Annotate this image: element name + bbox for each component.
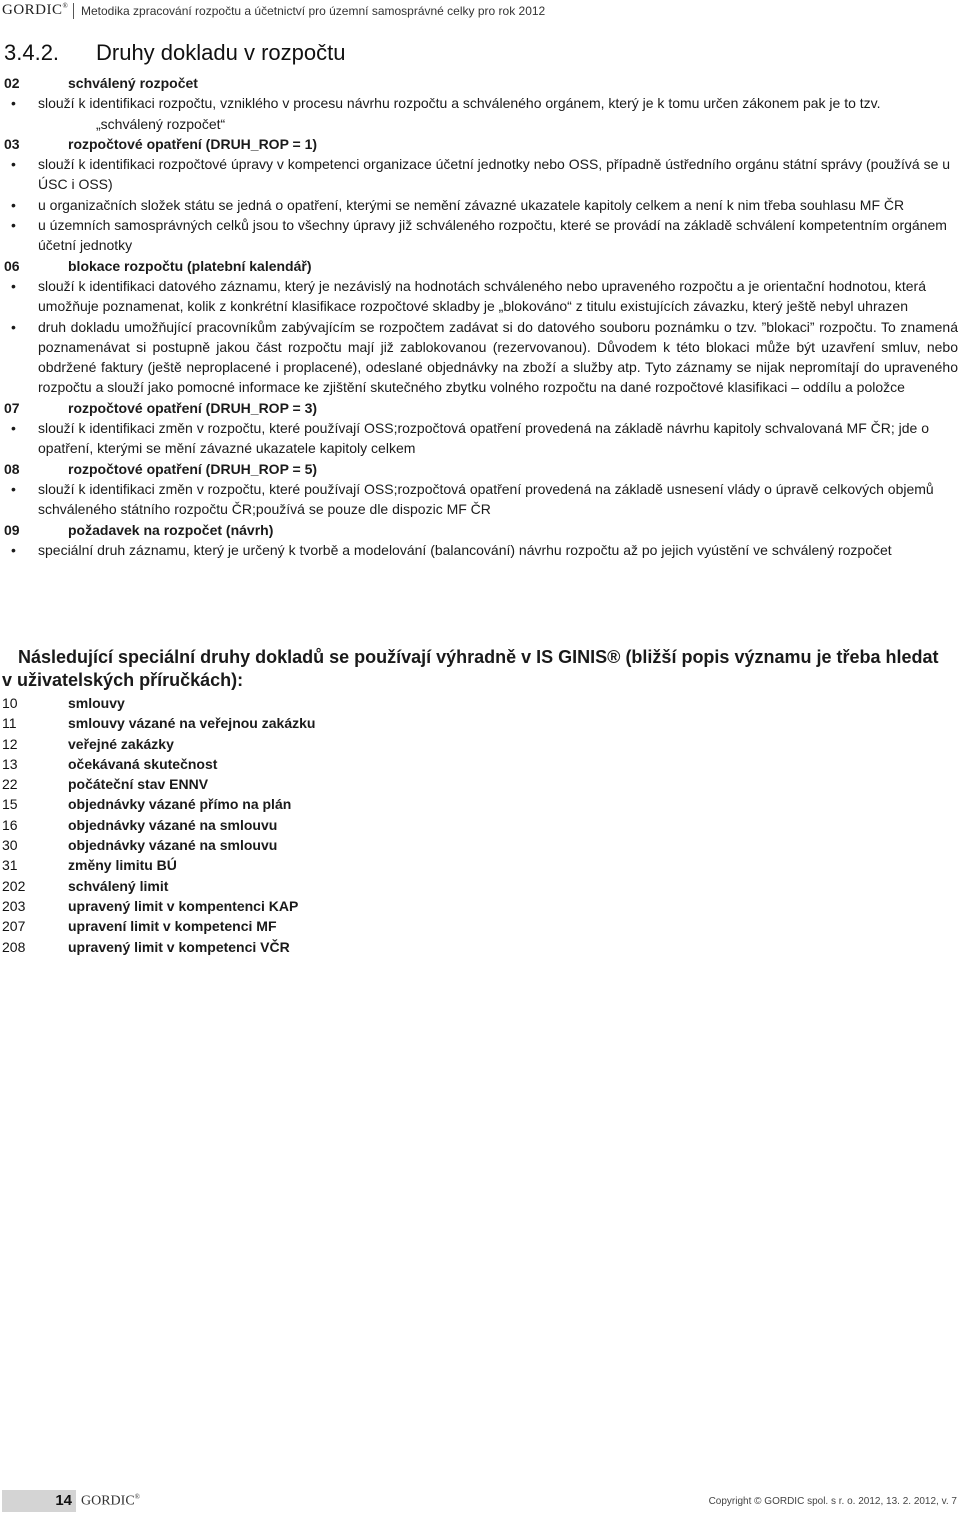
list-item-text: slouží k identifikaci rozpočtové úpravy v kompetenci organizace účetní jednotky nebo OSS, případně ústředního orgánu státní správy (používá se u ÚSC i OSS) [38,156,951,193]
table-row [0,855,600,875]
list-item-text: speciální druh záznamu, který je určený k tvorbě a modelování (balancování) návrhu rozpočtu až po jejich vyústění ve schválený rozpočet [38,541,892,558]
item-code: 02 [4,75,20,91]
bullet-icon: • [11,541,16,558]
page-footer [0,1490,960,1515]
item-code: 06 [4,257,20,274]
list-item-text: u územních samosprávných celků jsou to všechny úpravy již schváleného rozpočtu, které se provádí na základě schválení kompetentním orgánem účetní jednotky [38,217,947,254]
bullet-icon: • [11,95,16,112]
table-row [0,754,600,774]
bullet-icon: • [11,156,16,173]
row-code: 202 [2,877,26,894]
table-row [0,937,600,957]
row-code: 16 [2,816,18,833]
row-label: objednávky vázané přímo na plán [68,796,292,813]
item-title: blokace rozpočtu (platební kalendář) [68,257,312,274]
special-heading-line2: v uživatelských příručkách): [2,670,244,690]
list-item-text: slouží k identifikaci změn v rozpočtu, které používají OSS;rozpočtová opatření provedená na základě návrhu kapitoly schvalovaná MF ČR; jde o opatření, kterými se mění závazné ukazatele kapitoly celkem [38,420,930,457]
list-item-text: slouží k identifikaci datového záznamu, který je nezávislý na hodnotách schváleného nebo upraveného rozpočtu a je orientační hodnotou, která umožňuje poznamenat, kolik z konkrétní klasifikace rozpočtové skladby je „blokováno“ z titulu existujících závazku, který ještě nebyl uhrazen [38,277,927,315]
item-09-heading [0,520,960,540]
row-code: 13 [2,755,18,772]
row-code: 10 [2,695,18,711]
list-item-text: u organizačních složek státu se jedná o opatření, kterými se nemění závazné ukazatele kapitoly celkem a není k nim třeba souhlasu MF ČR [38,196,905,213]
header-brand-logo [2,2,68,19]
row-code: 22 [2,776,18,793]
item-title: rozpočtové opatření (DRUH_ROP = 5) [68,460,318,477]
item-06-heading [0,256,960,276]
list-item [0,154,960,195]
bullet-icon: • [11,196,16,213]
footer-brand-logo [81,1493,140,1510]
table-row [0,896,600,916]
table-row [0,815,600,835]
item-03-heading [0,134,960,154]
header-brand-reg-mark: ® [62,2,69,10]
row-code: 30 [2,837,18,854]
row-label: objednávky vázané na smlouvu [68,816,278,833]
list-item [0,540,960,560]
row-code: 11 [2,715,17,732]
row-code: 203 [2,897,26,914]
bullet-icon: • [11,277,16,294]
item-02-heading [0,73,960,93]
item-code: 08 [4,460,20,477]
list-item [0,418,960,459]
list-item [0,317,960,398]
footer-brand-text: GORDIC [81,1493,135,1509]
item-code: 09 [4,521,20,538]
item-07-heading [0,398,960,418]
list-item-text: slouží k identifikaci rozpočtu, vzniklého v procesu návrhu rozpočtu a schváleného orgánem, který je k tomu určen zákonem pak je to tzv. [38,95,881,112]
list-item [0,93,960,113]
table-row [0,693,600,713]
row-code: 12 [2,735,18,752]
row-code: 15 [2,796,18,813]
copyright-text: Copyright © GORDIC spol. s r. o. 2012, 13. 2. 2012, v. 7 [708,1496,957,1507]
list-item-continuation: „schválený rozpočet“ [96,115,226,132]
item-code: 03 [4,135,20,152]
row-label: veřejné zakázky [68,735,174,752]
section-heading [4,40,345,66]
list-item-text: druh dokladu umožňující pracovníkům zabývajícím se rozpočtem zadávat si do datového souboru poznámku o tzv. ”blokaci” rozpočtu. To znamená poznamenávat si postupně jakou část rozpočtu mají již zablokovanou (rezervovanou). Důvodem k této blokaci může být uzavření smluv, nebo obdržené faktury (ještě neproplacené i proplacené), odeslané objednávky na zboží a služby atp. Tyto záznamy se nijak nepromítají do upraveného rozpočtu a slouží jako pomocné informace ke zjištění skutečného zbytku volného rozpočtu na dané rozpočtové klasifikaci – oddílu a položce [38,318,958,396]
row-label: schválený limit [68,877,169,894]
table-row [0,916,600,936]
header-document-title: Metodika zpracování rozpočtu a účetnictví pro územní samosprávné celky pro rok 2012 [81,4,546,18]
bullet-icon: • [11,318,16,335]
list-item [0,215,960,256]
document-types-list [0,73,960,560]
section-number: 3.4.2. [4,40,60,65]
item-title: schválený rozpočet [68,75,198,91]
header-divider [73,3,74,19]
page-number-box [2,1490,76,1512]
special-heading-line1: Následující speciální druhy dokladů se používají výhradně v IS GINIS® (bližší popis významu je třeba hledat [18,647,939,667]
bullet-icon: • [11,480,16,497]
table-row [0,794,600,814]
row-label: smlouvy vázané na veřejnou zakázku [68,715,316,732]
row-label: objednávky vázané na smlouvu [68,837,278,854]
item-title: požadavek na rozpočet (návrh) [68,521,274,538]
row-label: změny limitu BÚ [68,857,177,874]
row-label: upravený limit v kompetenci VČR [68,938,290,955]
row-code: 208 [2,938,26,955]
page-header [0,0,960,22]
row-code: 31 [2,857,18,874]
list-item-text: slouží k identifikaci změn v rozpočtu, které používají OSS;rozpočtová opatření provedená na základě usnesení vlády o úpravě celkových objemů schváleného státního rozpočtu ČR;používá se pouze dle dispozic MF ČR [38,480,934,518]
row-label: upravení limit v kompetenci MF [68,918,277,935]
bullet-icon: • [11,420,16,437]
table-row [0,713,600,733]
row-label: počáteční stav ENNV [68,776,209,793]
section-title: Druhy dokladu v rozpočtu [96,40,346,65]
item-title: rozpočtové opatření (DRUH_ROP = 3) [68,399,318,416]
item-08-heading [0,459,960,479]
table-row [0,774,600,794]
special-types-list [0,693,600,957]
special-types-heading [2,646,960,692]
table-row [0,835,600,855]
table-row [0,734,600,754]
bullet-icon: • [11,217,16,234]
list-item [0,479,960,520]
page-number: 14 [55,1492,72,1509]
row-code: 207 [2,918,26,935]
table-row [0,876,600,896]
item-code: 07 [4,399,20,416]
row-label: smlouvy [68,695,125,711]
row-label: upravený limit v kompentenci KAP [68,897,299,914]
item-title: rozpočtové opatření (DRUH_ROP = 1) [68,135,318,152]
footer-brand-reg-mark: ® [134,1493,140,1501]
list-item [0,195,960,215]
header-brand-text: GORDIC [2,2,63,18]
row-label: očekávaná skutečnost [68,755,218,772]
list-item [0,276,960,317]
